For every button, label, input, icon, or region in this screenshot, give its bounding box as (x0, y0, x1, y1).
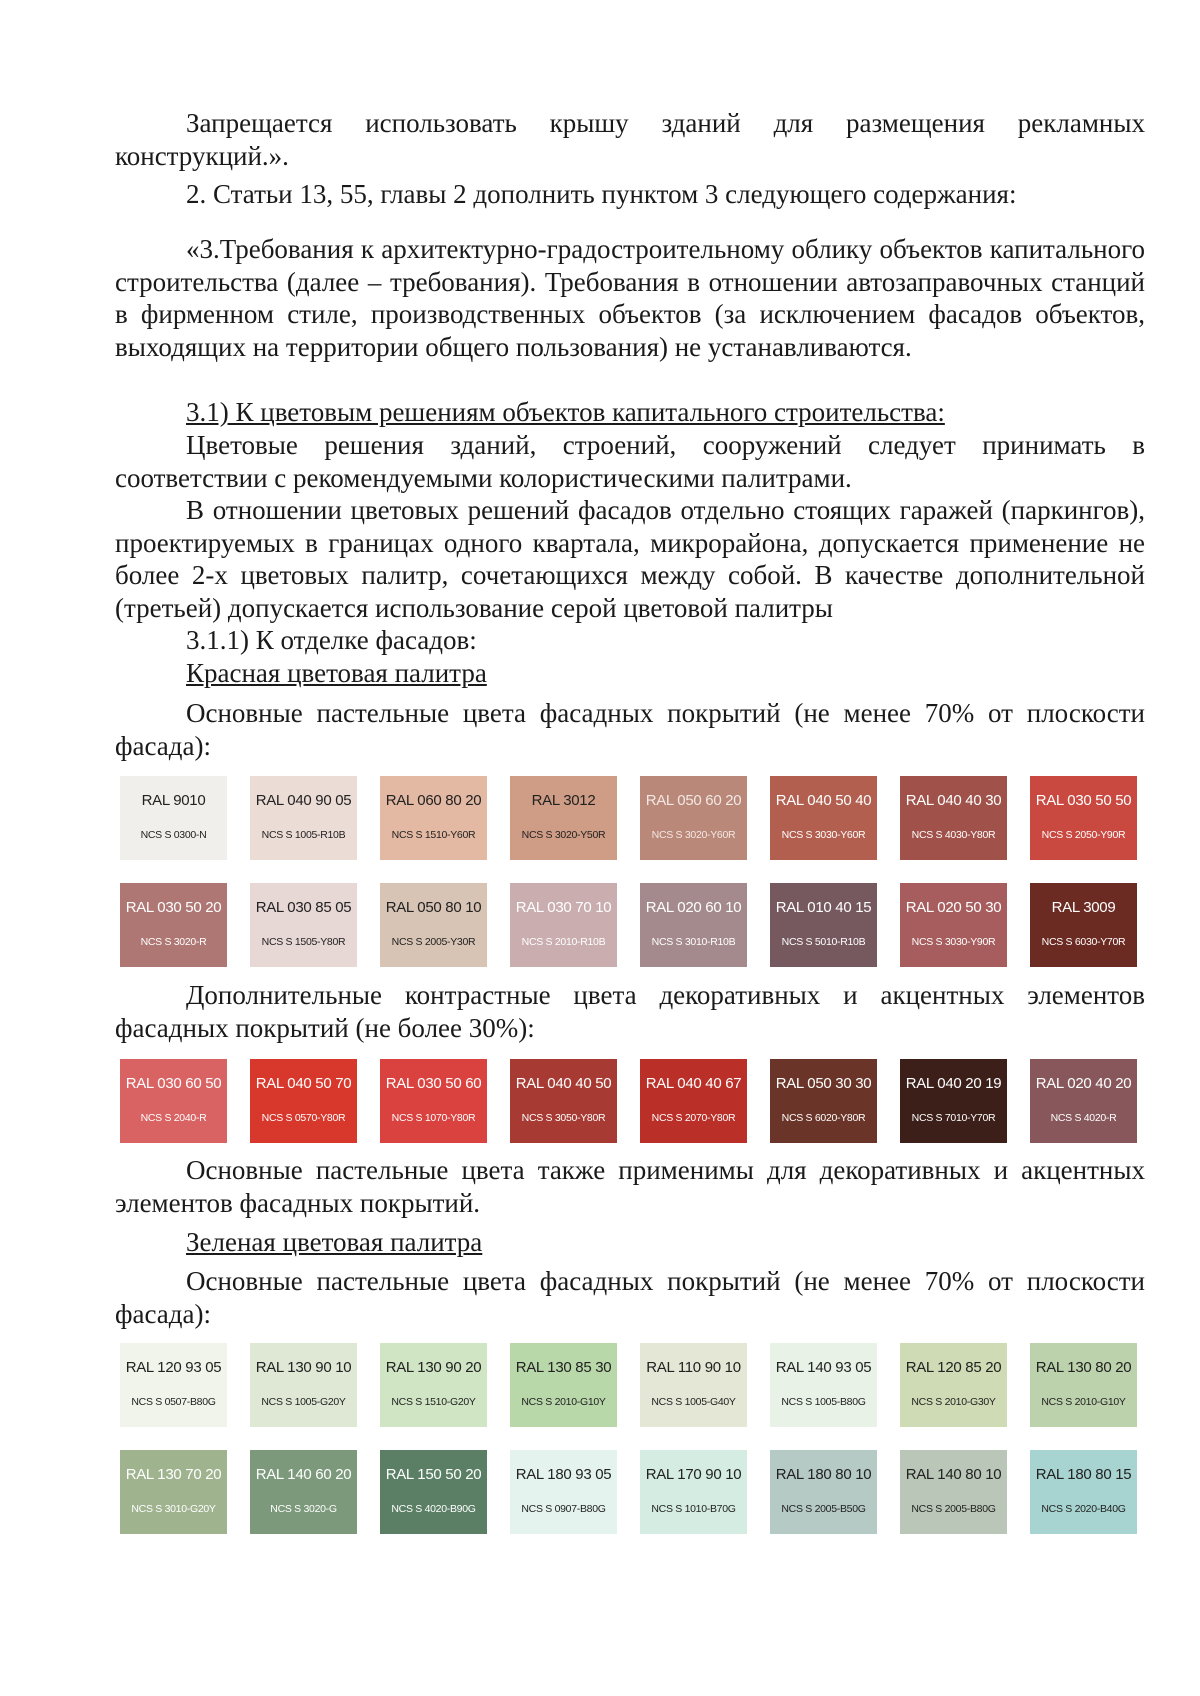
swatch-ral-code: RAL 180 93 05 (515, 1466, 612, 1483)
color-swatch (250, 1450, 357, 1534)
color-swatch (380, 1059, 487, 1143)
color-swatch (250, 1059, 357, 1143)
swatch-ncs-code: NCS S 5010-R10B (781, 936, 866, 948)
color-swatch (770, 1343, 877, 1427)
color-swatch (250, 1343, 357, 1427)
swatch-ral-code: RAL 150 50 20 (385, 1466, 482, 1483)
paragraph-garages: В отношении цветовых решений фасадов отдельно стоящих гаражей (паркингов), проектируемых в границах одного квартала, микрорайона, допускается применение не более 2-х цветовых палитр, сочетающихся между собой. В качестве дополнительной (третьей) допускается использование серой цветовой палитры (115, 495, 1145, 623)
paragraph-roof-ban: Запрещается использовать крышу зданий для размещения рекламных конструкций.». (115, 108, 1145, 171)
swatch-ral-code: RAL 170 90 10 (645, 1466, 742, 1483)
color-swatch (120, 1343, 227, 1427)
swatch-ncs-code: NCS S 2020-B40G (1041, 1503, 1126, 1515)
swatch-ral-code: RAL 030 85 05 (255, 899, 352, 916)
color-swatch (900, 883, 1007, 967)
color-swatch (900, 1450, 1007, 1534)
swatch-ral-code: RAL 040 50 70 (255, 1075, 352, 1092)
color-swatch (1030, 1343, 1137, 1427)
color-swatch (120, 776, 227, 860)
swatch-ral-code: RAL 040 50 40 (775, 792, 872, 809)
swatch-ncs-code: NCS S 4020-B90G (391, 1503, 476, 1515)
swatch-ral-code: RAL 180 80 10 (775, 1466, 872, 1483)
color-swatch (770, 776, 877, 860)
paragraph-red-main: Основные пастельные цвета фасадных покрытий (не менее 70% от плоскости фасада): (115, 698, 1145, 761)
color-swatch (1030, 1450, 1137, 1534)
swatch-ncs-code: NCS S 1505-Y80R (261, 936, 346, 948)
color-swatch (900, 776, 1007, 860)
swatch-ral-code: RAL 120 85 20 (905, 1359, 1002, 1376)
swatch-ncs-code: NCS S 3010-R10B (651, 936, 736, 948)
swatch-ncs-code: NCS S 7010-Y70R (911, 1112, 996, 1124)
swatch-ral-code: RAL 040 20 19 (905, 1075, 1002, 1092)
swatch-ral-code: RAL 030 50 20 (125, 899, 222, 916)
swatch-ral-code: RAL 030 70 10 (515, 899, 612, 916)
swatch-ncs-code: NCS S 0570-Y80R (261, 1112, 346, 1124)
color-swatch (640, 883, 747, 967)
swatch-ral-code: RAL 040 40 30 (905, 792, 1002, 809)
swatch-ncs-code: NCS S 1510-Y60R (391, 829, 476, 841)
color-swatch (1030, 883, 1137, 967)
color-swatch (900, 1343, 1007, 1427)
swatch-ral-code: RAL 020 60 10 (645, 899, 742, 916)
swatch-ral-code: RAL 030 60 50 (125, 1075, 222, 1092)
swatch-ncs-code: NCS S 1005-B80G (781, 1396, 866, 1408)
swatch-ral-code: RAL 040 90 05 (255, 792, 352, 809)
swatch-ral-code: RAL 050 30 30 (775, 1075, 872, 1092)
swatch-ncs-code: NCS S 1005-G40Y (651, 1396, 736, 1408)
paragraph-color-solutions: Цветовые решения зданий, строений, сооружений следует принимать в соответствии с рекомендуемыми колористическими палитрами. (115, 430, 1145, 493)
swatch-ncs-code: NCS S 1070-Y80R (391, 1112, 476, 1124)
paragraph-requirements: «3.Требования к архитектурно-градостроительному облику объектов капитального строительства (далее – требования). Требования в отношении автозаправочных станций в фирменном стиле, производственных объектов (за исключением фасадов объектов, выходящих на территории общего пользования) не устанавливаются. (115, 234, 1145, 362)
swatch-ral-code: RAL 040 40 67 (645, 1075, 742, 1092)
color-swatch (380, 1343, 487, 1427)
color-swatch (640, 1343, 747, 1427)
color-swatch (250, 883, 357, 967)
swatch-ncs-code: NCS S 3030-Y90R (911, 936, 996, 948)
paragraph-article-amend: 2. Статьи 13, 55, главы 2 дополнить пунктом 3 следующего содержания: (186, 179, 1017, 209)
color-swatch (900, 1059, 1007, 1143)
swatch-ral-code: RAL 030 50 60 (385, 1075, 482, 1092)
swatch-ncs-code: NCS S 3020-Y60R (651, 829, 736, 841)
heading-green-palette: Зеленая цветовая палитра (186, 1227, 483, 1257)
section-heading-color-solutions: 3.1) К цветовым решениям объектов капитального строительства: (186, 397, 945, 427)
swatch-ncs-code: NCS S 3050-Y80R (521, 1112, 606, 1124)
swatch-ncs-code: NCS S 4020-R (1050, 1112, 1117, 1124)
swatch-ncs-code: NCS S 2005-Y30R (391, 936, 476, 948)
color-swatch (1030, 776, 1137, 860)
swatch-ncs-code: NCS S 0907-B80G (521, 1503, 606, 1515)
swatch-ncs-code: NCS S 2005-B80G (911, 1503, 996, 1515)
swatch-ncs-code: NCS S 2005-B50G (781, 1503, 866, 1515)
swatch-ral-code: RAL 9010 (141, 792, 206, 809)
swatch-ncs-code: NCS S 2070-Y80R (651, 1112, 736, 1124)
swatch-ral-code: RAL 140 93 05 (775, 1359, 872, 1376)
swatch-ncs-code: NCS S 2010-R10B (521, 936, 606, 948)
swatch-ral-code: RAL 020 50 30 (905, 899, 1002, 916)
heading-red-palette: Красная цветовая палитра (186, 658, 487, 688)
swatch-ncs-code: NCS S 4030-Y80R (911, 829, 996, 841)
swatch-ncs-code: NCS S 3020-G (270, 1503, 337, 1515)
swatch-ncs-code: NCS S 3020-R (140, 936, 207, 948)
swatch-ral-code: RAL 130 90 20 (385, 1359, 482, 1376)
swatch-ral-code: RAL 3012 (531, 792, 596, 809)
swatch-ncs-code: NCS S 2040-R (140, 1112, 207, 1124)
color-swatch (770, 1059, 877, 1143)
swatch-ncs-code: NCS S 2050-Y90R (1041, 829, 1126, 841)
swatch-ral-code: RAL 140 80 10 (905, 1466, 1002, 1483)
color-swatch (510, 1059, 617, 1143)
color-swatch (120, 883, 227, 967)
swatch-ral-code: RAL 040 40 50 (515, 1075, 612, 1092)
color-swatch (120, 1059, 227, 1143)
color-swatch (510, 776, 617, 860)
swatch-ncs-code: NCS S 6020-Y80R (781, 1112, 866, 1124)
swatch-ral-code: RAL 050 80 10 (385, 899, 482, 916)
color-swatch (380, 1450, 487, 1534)
swatch-ral-code: RAL 020 40 20 (1035, 1075, 1132, 1092)
swatch-ncs-code: NCS S 1510-G20Y (391, 1396, 476, 1408)
swatch-ncs-code: NCS S 0300-N (140, 829, 207, 841)
swatch-ncs-code: NCS S 6030-Y70R (1041, 936, 1126, 948)
swatch-ncs-code: NCS S 1005-G20Y (261, 1396, 346, 1408)
swatch-ncs-code: NCS S 3030-Y60R (781, 829, 866, 841)
swatch-ral-code: RAL 110 90 10 (646, 1359, 741, 1376)
swatch-ral-code: RAL 140 60 20 (255, 1466, 352, 1483)
swatch-ral-code: RAL 130 80 20 (1035, 1359, 1132, 1376)
swatch-ral-code: RAL 010 40 15 (775, 899, 872, 916)
swatch-ncs-code: NCS S 1010-B70G (651, 1503, 736, 1515)
color-swatch (250, 776, 357, 860)
palette-row-red-extra (120, 1059, 1140, 1143)
swatch-ral-code: RAL 130 90 10 (255, 1359, 352, 1376)
swatch-ncs-code: NCS S 3020-Y50R (521, 829, 606, 841)
swatch-ral-code: RAL 3009 (1051, 899, 1116, 916)
swatch-ncs-code: NCS S 1005-R10B (261, 829, 346, 841)
swatch-ncs-code: NCS S 2010-G10Y (1041, 1396, 1126, 1408)
color-swatch (1030, 1059, 1137, 1143)
color-swatch (640, 776, 747, 860)
swatch-ncs-code: NCS S 2010-G10Y (521, 1396, 606, 1408)
palette-row-red-main-1 (120, 776, 1140, 860)
palette-row-red-main-2 (120, 883, 1140, 967)
swatch-ral-code: RAL 120 93 05 (125, 1359, 222, 1376)
color-swatch (380, 776, 487, 860)
swatch-ral-code: RAL 030 50 50 (1035, 792, 1132, 809)
color-swatch (640, 1059, 747, 1143)
paragraph-green-main: Основные пастельные цвета фасадных покрытий (не менее 70% от плоскости фасада): (115, 1266, 1145, 1329)
swatch-ncs-code: NCS S 2010-G30Y (911, 1396, 996, 1408)
color-swatch (510, 883, 617, 967)
swatch-ncs-code: NCS S 3010-G20Y (131, 1503, 216, 1515)
swatch-ral-code: RAL 060 80 20 (385, 792, 482, 809)
paragraph-red-note: Основные пастельные цвета также применимы для декоративных и акцентных элементов фасадных покрытий. (115, 1155, 1145, 1218)
color-swatch (510, 1343, 617, 1427)
color-swatch (770, 1450, 877, 1534)
color-swatch (510, 1450, 617, 1534)
color-swatch (770, 883, 877, 967)
palette-row-green-main-2 (120, 1450, 1140, 1534)
color-swatch (120, 1450, 227, 1534)
swatch-ral-code: RAL 130 85 30 (515, 1359, 612, 1376)
color-swatch (640, 1450, 747, 1534)
swatch-ral-code: RAL 130 70 20 (125, 1466, 222, 1483)
section-heading-facades: 3.1.1) К отделке фасадов: (186, 625, 477, 655)
swatch-ral-code: RAL 050 60 20 (645, 792, 742, 809)
palette-row-green-main-1 (120, 1343, 1140, 1427)
swatch-ncs-code: NCS S 0507-B80G (131, 1396, 216, 1408)
color-swatch (380, 883, 487, 967)
paragraph-red-extra: Дополнительные контрастные цвета декоративных и акцентных элементов фасадных покрытий (не более 30%): (115, 980, 1145, 1043)
swatch-ral-code: RAL 180 80 15 (1035, 1466, 1132, 1483)
